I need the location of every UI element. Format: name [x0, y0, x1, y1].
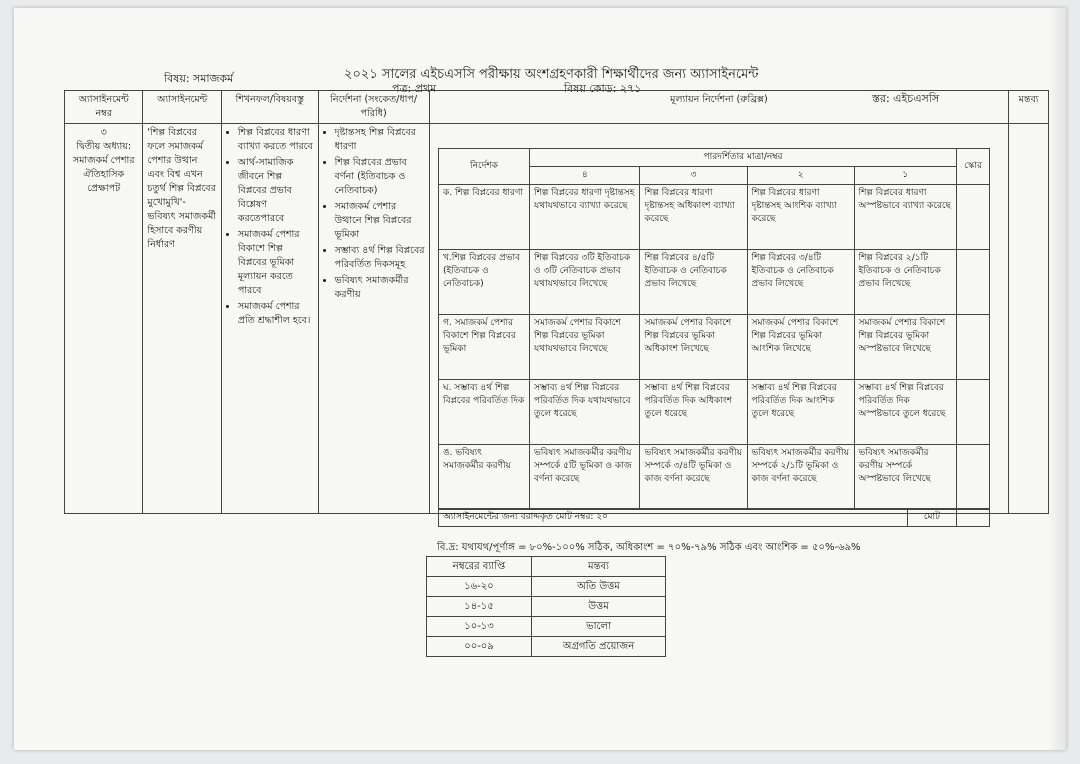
grade-header-remark: মন্তব্য [532, 557, 666, 577]
rubric-descriptor: শিল্প বিপ্লবের ধারণা অস্পষ্টভাবে ব্যাখ্যা করেছে [854, 185, 956, 250]
total-score-label: মোট [908, 509, 957, 527]
subject-label: বিষয়: সমাজকর্ম [164, 72, 234, 85]
outcomes-cell [221, 124, 318, 514]
total-row [438, 508, 990, 527]
rubric-descriptor: শিল্প বিপ্লবের ৩/৪টি ইতিবাচক ও নেতিবাচক প্রভাব লিখেছে [747, 250, 854, 315]
col-instructions: নির্দেশনা (সংকেত/ধাপ/পরিধি) [318, 91, 429, 124]
col-assignment: অ্যাসাইনমেন্ট [143, 91, 221, 124]
chapter-name: দ্বিতীয় অধ্যায়: সমাজকর্ম পেশার ঐতিহাসিক প্রেক্ষাপট [72, 141, 135, 194]
rubric-descriptor: শিল্প বিপ্লবের ২/১টি ইতিবাচক ও নেতিবাচক প্রভাব লিখেছে [854, 250, 956, 315]
indicator-cell: খ.শিল্প বিপ্লবের প্রভাব (ইতিবাচক ও নেতিবাচক) [439, 250, 530, 315]
score-cell [957, 250, 990, 315]
rubric-descriptor: ভবিষ্যৎ সমাজকর্মীর করণীয় সম্পর্কে ২/১টি ভূমিকা ও কাজ বর্ণনা করেছে [747, 445, 854, 510]
assignment-text: 'শিল্প বিপ্লবের ফলে সমাজকর্ম পেশার উত্থান এবং বিশ্ব এখন চতুর্থ শিল্প বিপ্লবের মুখোমুখি'- ভবিষ্যৎ সমাজকর্মী হিসাবে করণীয় নির্ধারণ [143, 124, 221, 514]
rubric-descriptor: সমাজকর্ম পেশার বিকাশে শিল্প বিপ্লবের ভূমিকা যথাযথভাবে লিখেছে [530, 315, 640, 380]
level-4: ৪ [530, 167, 640, 185]
instruction-item: • সম্ভাব্য ৪র্থ শিল্প বিপ্লবের পরিবর্তিত দিকসমূহ [335, 244, 425, 272]
level-header: পারদর্শিতার মাত্রা/নম্বর [530, 149, 957, 167]
rubric-descriptor: শিল্প বিপ্লবের ধারণা দৃষ্টান্তসহ আংশিক ব্যাখ্যা করেছে [747, 185, 854, 250]
note-text: বি.দ্র: যথাযথ/পূর্ণাঙ্গ = ৮০%-১০০% সঠিক, অধিকাংশ = ৭০%-৭৯% সঠিক এবং আংশিক = ৫০%-৬৯% [437, 542, 861, 553]
rubric-descriptor: সম্ভাব্য ৪র্থ শিল্প বিপ্লবের পরিবর্তিত দিক আংশিক তুলে ধরেছে [747, 380, 854, 445]
col-assignment-no: অ্যাসাইনমেন্ট নম্বর [65, 91, 143, 124]
rubric-descriptor: সমাজকর্ম পেশার বিকাশে শিল্প বিপ্লবের ভূমিকা অধিকাংশ লিখেছে [640, 315, 747, 380]
score-cell [957, 380, 990, 445]
outcome-item: • সমাজকর্ম পেশার প্রতি শ্রদ্ধাশীল হবে। [238, 300, 314, 328]
score-cell [957, 315, 990, 380]
grade-remark: ভালো [532, 617, 666, 637]
indicator-cell: ক. শিল্প বিপ্লবের ধারণা [439, 185, 530, 250]
remark-cell [1009, 124, 1049, 514]
assignment-number: ৩ [100, 127, 107, 138]
grade-range: ১০-১৩ [427, 617, 532, 637]
document-page [14, 8, 1066, 750]
col-remark: মন্তব্য [1009, 91, 1049, 124]
rubric-descriptor: শিল্প বিপ্লবের ধারণা দৃষ্টান্তসহ অধিকাংশ ব্যাখ্যা করেছে [640, 185, 747, 250]
rubric-descriptor: ভবিষ্যৎ সমাজকর্মীর করণীয় সম্পর্কে ৩/৪টি ভূমিকা ও কাজ বর্ণনা করেছে [640, 445, 747, 510]
score-header: স্কোর [957, 149, 990, 185]
rubric-descriptor: ভবিষ্যৎ সমাজকর্মীর করণীয় সম্পর্কে ৫টি ভূমিকা ও কাজ বর্ণনা করেছে [530, 445, 640, 510]
page-edge-shadow [1048, 8, 1066, 750]
grade-range: ১৪-১৫ [427, 597, 532, 617]
rubric-descriptor: সমাজকর্ম পেশার বিকাশে শিল্প বিপ্লবের ভূমিকা আংশিক লিখেছে [747, 315, 854, 380]
total-score-cell [957, 509, 990, 527]
level-label: স্তর: এইচএসসি [872, 92, 940, 105]
grade-header-range: নম্বরের ব্যাপ্তি [427, 557, 532, 577]
level-3: ৩ [640, 167, 747, 185]
assignment-no-cell [65, 124, 143, 514]
level-2: ২ [747, 167, 854, 185]
col-outcomes: শিখনফল/বিষয়বস্তু [221, 91, 318, 124]
outcome-item: • সমাজকর্ম পেশার বিকাশে শিল্প বিপ্লবের ভূমিকা মূল্যায়ন করতে পারবে [238, 228, 314, 298]
paper-label: পত্র: প্রথম [392, 82, 437, 95]
grade-range: ০০-০৯ [427, 637, 532, 657]
rubric-table [438, 148, 990, 510]
document-title: ২০২১ সালের এইচএসসি পরীক্ষায় অংশগ্রহণকারী শিক্ষার্থীদের জন্য অ্যাসাইনমেন্ট [344, 67, 759, 82]
subject-code-label: বিষয় কোড: ২৭১ [564, 82, 642, 95]
col-rubric: মূল্যায়ন নির্দেশনা (রুব্রিক্স) [429, 91, 1009, 124]
rubric-descriptor: সম্ভাব্য ৪র্থ শিল্প বিপ্লবের পরিবর্তিত দিক অধিকাংশ তুলে ধরেছে [640, 380, 747, 445]
rubric-descriptor: শিল্প বিপ্লবের ৪/৫টি ইতিবাচক ও নেতিবাচক প্রভাব লিখেছে [640, 250, 747, 315]
score-cell [957, 185, 990, 250]
grade-remark: অতি উত্তম [532, 577, 666, 597]
rubric-descriptor: সম্ভাব্য ৪র্থ শিল্প বিপ্লবের পরিবর্তিত দিক যথাযথভাবে তুলে ধরেছে [530, 380, 640, 445]
outcome-item: • শিল্প বিপ্লবের ধারণা ব্যাখ্যা করতে পারবে [238, 126, 314, 154]
indicator-header: নির্দেশক [439, 149, 530, 185]
instruction-item: • দৃষ্টান্তসহ শিল্প বিপ্লবের ধারণা [335, 126, 425, 154]
outcome-item: • আর্থ-সামাজিক জীবনে শিল্প বিপ্লবের প্রভাব বিশ্লেষণ করতেপারবে [238, 156, 314, 226]
rubric-descriptor: শিল্প বিপ্লবের ধারণা দৃষ্টান্তসহ যথাযথভাবে ব্যাখ্যা করেছে [530, 185, 640, 250]
indicator-cell: ঘ. সম্ভাব্য ৪র্থ শিল্প বিপ্লবের পরিবর্তিত দিক [439, 380, 530, 445]
score-cell [957, 445, 990, 510]
grade-remark: অগ্রগতি প্রয়োজন [532, 637, 666, 657]
total-marks-label: অ্যাসাইনমেন্টের জন্য বরাদ্দকৃত মোট নম্বর: ২০ [439, 509, 908, 527]
rubric-descriptor: শিল্প বিপ্লবের ৩টি ইতিবাচক ও ৩টি নেতিবাচক প্রভাব যথাযথভাবে লিখেছে [530, 250, 640, 315]
rubric-descriptor: সমাজকর্ম পেশার বিকাশে শিল্প বিপ্লবের ভূমিকা অস্পষ্টভাবে লিখেছে [854, 315, 956, 380]
grade-range: ১৬-২০ [427, 577, 532, 597]
rubric-descriptor: সম্ভাব্য ৪র্থ শিল্প বিপ্লবের পরিবর্তিত দিক অস্পষ্টভাবে তুলে ধরেছে [854, 380, 956, 445]
indicator-cell: ঙ. ভবিষ্যৎ সমাজকর্মীর করণীয় [439, 445, 530, 510]
instructions-cell [318, 124, 429, 514]
grading-table [426, 556, 666, 657]
instruction-item: • সমাজকর্ম পেশার উত্থানে শিল্প বিপ্লবের ভূমিকা [335, 200, 425, 242]
rubric-descriptor: ভবিষ্যৎ সমাজকর্মীর করণীয় সম্পর্কে অস্পষ্টভাবে লিখেছে [854, 445, 956, 510]
level-1: ১ [854, 167, 956, 185]
instruction-item: • ভবিষ্যৎ সমাজকর্মীর করণীয় [335, 274, 425, 302]
grade-remark: উত্তম [532, 597, 666, 617]
indicator-cell: গ. সমাজকর্ম পেশার বিকাশে শিল্প বিপ্লবের ভূমিকা [439, 315, 530, 380]
instruction-item: • শিল্প বিপ্লবের প্রভাব বর্ণনা (ইতিবাচক ও নেতিবাচক) [335, 156, 425, 198]
